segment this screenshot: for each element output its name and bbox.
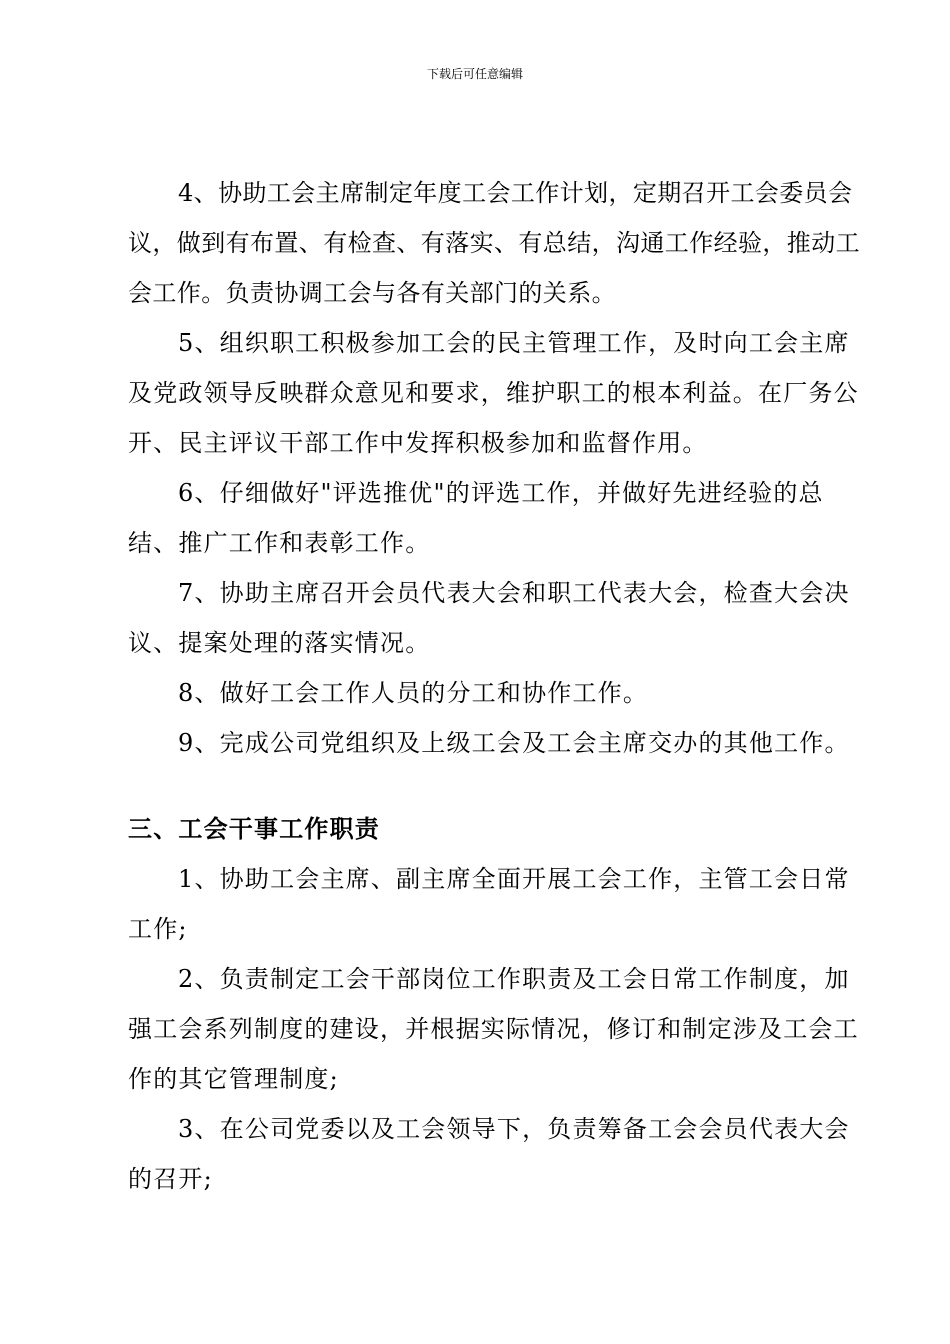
paragraph-item-7: 7、协助主席召开会员代表大会和职工代表大会，检查大会决议、提案处理的落实情况。 [128, 579, 850, 657]
document-body [128, 168, 868, 1204]
paragraph-item-9: 9、完成公司党组织及上级工会及工会主席交办的其他工作。 [178, 729, 850, 757]
duty-item-1: 1、协助工会主席、副主席全面开展工会工作，主管工会日常工作; [128, 865, 850, 943]
duty-item-2: 2、负责制定工会干部岗位工作职责及工会日常工作制度，加强工会系列制度的建设，并根据实际情况，修订和制定涉及工会工作的其它管理制度; [128, 965, 859, 1093]
duty-item-3: 3、在公司党委以及工会领导下，负责筹备工会会员代表大会的召开; [128, 1115, 850, 1193]
paragraph-item-8: 8、做好工会工作人员的分工和协作工作。 [178, 679, 649, 707]
section-spacer [128, 768, 868, 804]
paragraph-item-4: 4、协助工会主席制定年度工会工作计划，定期召开工会委员会议，做到有布置、有检查、有落实、有总结，沟通工作经验，推动工会工作。负责协调工会与各有关部门的关系。 [128, 179, 860, 307]
paragraph-item-6: 6、仔细做好"评选推优"的评选工作，并做好先进经验的总结、推广工作和表彰工作。 [128, 479, 824, 557]
paragraph-item-5: 5、组织职工积极参加工会的民主管理工作，及时向工会主席及党政领导反映群众意见和要求，维护职工的根本利益。在厂务公开、民主评议干部工作中发挥积极参加和监督作用。 [128, 329, 859, 457]
section-title: 三、工会干事工作职责 [128, 814, 380, 843]
page-header-note: 下载后可任意编辑 [426, 67, 523, 81]
